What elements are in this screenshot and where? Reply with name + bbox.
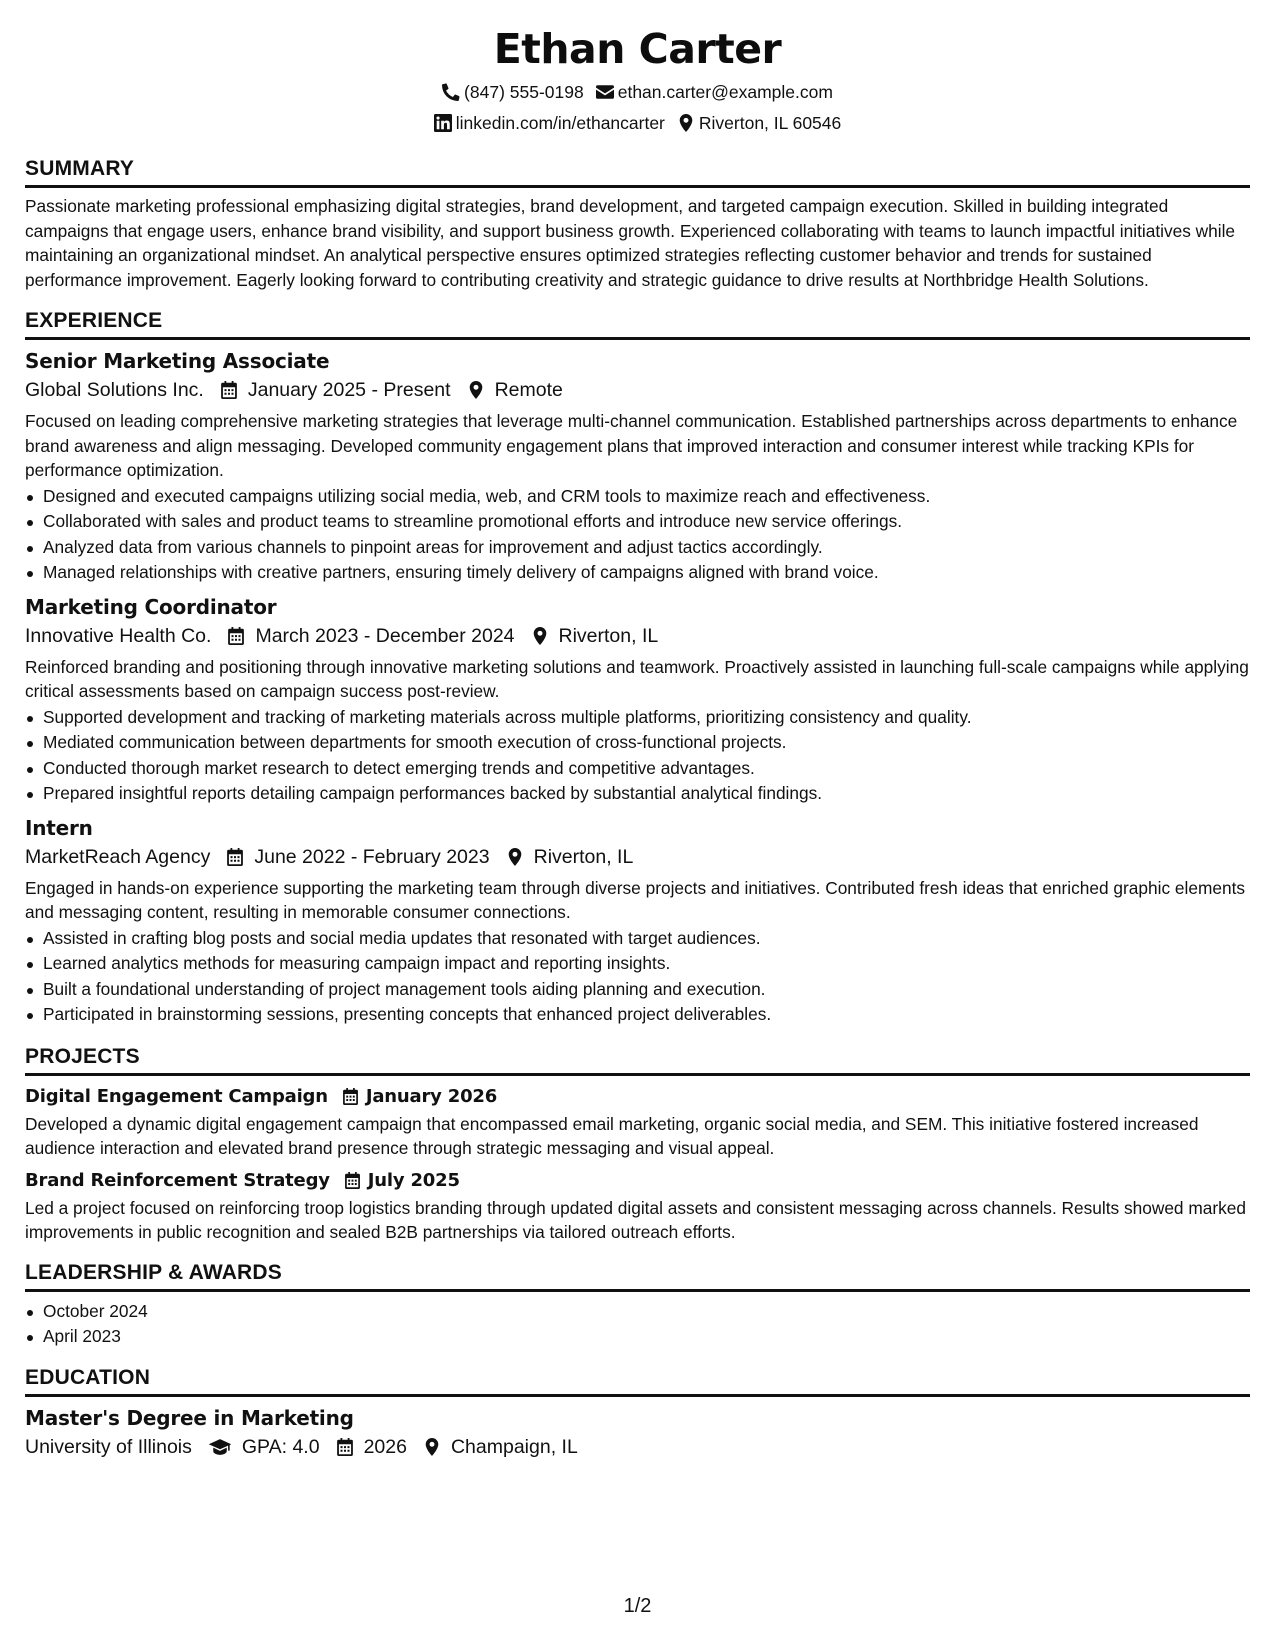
job-dates-text: January 2025 - Present: [247, 379, 451, 401]
experience-heading: EXPERIENCE: [25, 308, 1250, 340]
job-meta: [25, 623, 1250, 649]
candidate-name: Ethan Carter: [493, 25, 782, 73]
project-date: July 2025: [367, 1169, 460, 1191]
job-bullets: [25, 926, 1250, 1028]
job-dates: [220, 377, 451, 403]
project-header: [25, 1085, 1250, 1109]
job-title: Intern: [25, 815, 93, 840]
calendar-icon: [344, 1172, 361, 1189]
job-location-text: Riverton, IL: [558, 624, 659, 647]
education-gpa: [208, 1434, 320, 1460]
leadership-item: April 2023: [25, 1324, 1250, 1350]
job-bullet: Supported development and tracking of marketing materials across multiple platforms, prioritizing consistency and quality.: [25, 705, 1250, 731]
map-pin-icon: [677, 114, 695, 132]
contact-location: [677, 112, 841, 134]
education-gpa-text: GPA: 4.0: [241, 1435, 320, 1458]
job-location: [467, 377, 563, 403]
summary-section: [25, 156, 1250, 292]
contact-linkedin[interactable]: [434, 112, 665, 134]
leadership-heading: LEADERSHIP & AWARDS: [25, 1260, 1250, 1292]
linkedin-text[interactable]: linkedin.com/in/ethancarter: [455, 113, 665, 133]
education-meta: [25, 1434, 1250, 1460]
job-location-text: Remote: [494, 379, 563, 401]
job-bullet: Managed relationships with creative partners, ensuring timely delivery of campaigns aligned with brand voice.: [25, 560, 1250, 586]
job-bullet: Collaborated with sales and product teams to streamline promotional efforts and introduce new service offerings.: [25, 509, 1250, 535]
contact-phone: [442, 81, 584, 103]
phone-icon: [442, 83, 460, 101]
leadership-section: [25, 1260, 1250, 1350]
calendar-icon: [336, 1438, 354, 1456]
job-entry: [25, 348, 1250, 586]
calendar-icon: [227, 627, 245, 645]
job-bullet: Conducted thorough market research to detect emerging trends and competitive advantages.: [25, 756, 1250, 782]
graduation-cap-icon: [208, 1438, 232, 1456]
education-year-text: 2026: [363, 1435, 407, 1458]
job-description: Reinforced branding and positioning through innovative marketing solutions and teamwork. Proactively assisted in launching full-scale campaigns while applying critical assessments based on campaign success post-review.: [25, 656, 1249, 701]
email-text[interactable]: ethan.carter@example.com: [617, 82, 833, 102]
project-entry: [25, 1085, 1250, 1160]
job-dates-text: March 2023 - December 2024: [255, 624, 515, 647]
leadership-item: October 2024: [25, 1299, 1250, 1325]
job-bullet: Built a foundational understanding of project management tools aiding planning and execution.: [25, 977, 1250, 1003]
job-title: Marketing Coordinator: [25, 594, 277, 619]
education-heading: EDUCATION: [25, 1365, 1250, 1397]
contact-row-primary: [25, 81, 1250, 103]
map-pin-icon: [423, 1438, 441, 1456]
education-school: University of Illinois: [25, 1435, 192, 1458]
job-bullet: Mediated communication between departments for smooth execution of cross-functional projects.: [25, 730, 1250, 756]
job-dates: [226, 844, 489, 870]
calendar-icon: [220, 381, 238, 399]
leadership-list: [25, 1299, 1250, 1350]
education-location-text: Champaign, IL: [450, 1435, 578, 1458]
project-name: Brand Reinforcement Strategy: [25, 1169, 330, 1191]
project-entry: [25, 1169, 1250, 1244]
summary-heading: SUMMARY: [25, 156, 1250, 188]
project-header: [25, 1169, 1250, 1193]
job-bullet: Prepared insightful reports detailing campaign performances backed by substantial analytical findings.: [25, 781, 1250, 807]
job-bullet: Analyzed data from various channels to pinpoint areas for improvement and adjust tactics accordingly.: [25, 535, 1250, 561]
job-bullet: Participated in brainstorming sessions, presenting concepts that enhanced project deliverables.: [25, 1002, 1250, 1028]
job-location: [531, 623, 659, 649]
job-dates: [227, 623, 514, 649]
contact-row-secondary: [25, 112, 1250, 134]
contact-email[interactable]: [596, 81, 833, 103]
job-description: Focused on leading comprehensive marketing strategies that leverage multi-channel communication. Established partnerships across departments to enhance brand awareness and align messaging. Developed community engagement plans that improved interaction and consumer interest while tracking KPIs for performance optimization.: [25, 411, 1238, 480]
envelope-icon: [596, 83, 614, 101]
education-location: [423, 1434, 578, 1460]
job-location: [506, 844, 634, 870]
job-meta: [25, 377, 1250, 403]
page-number: 1/2: [623, 1595, 652, 1617]
linkedin-icon: [434, 114, 452, 132]
project-name: Digital Engagement Campaign: [25, 1085, 328, 1107]
resume-page: [25, 0, 1250, 1460]
phone-text: (847) 555-0198: [464, 82, 584, 102]
calendar-icon: [342, 1088, 359, 1105]
job-description: Engaged in hands-on experience supporting the marketing team through diverse projects and initiatives. Contributed fresh ideas that enriched graphic elements and messaging content, resulting in memorable consumer connections.: [25, 877, 1246, 922]
job-bullets: [25, 484, 1250, 586]
job-company: Global Solutions Inc.: [25, 379, 204, 401]
projects-heading: PROJECTS: [25, 1044, 1250, 1076]
map-pin-icon: [531, 627, 549, 645]
job-company: Innovative Health Co.: [25, 624, 212, 647]
job-bullet: Learned analytics methods for measuring campaign impact and reporting insights.: [25, 951, 1250, 977]
summary-text: Passionate marketing professional emphasizing digital strategies, brand development, and targeted campaign execution. Skilled in building integrated campaigns that engage users, enhance brand visibility, and support business growth. Experienced collaborating with teams to launch impactful initiatives while maintaining an organizational mindset. An analytical perspective ensures optimized strategies reflecting customer behavior and trends for sustained performance improvement. Eagerly looking forward to contributing creativity and strategic guidance to drive results at Northbridge Health Solutions.: [25, 196, 1236, 290]
map-pin-icon: [467, 381, 485, 399]
job-bullet: Assisted in crafting blog posts and social media updates that resonated with target audiences.: [25, 926, 1250, 952]
project-description: Led a project focused on reinforcing troop logistics branding through updated digital assets and consistent messaging across channels. Results showed marked improvements in public recognition and sealed B2B partnerships via tailored outreach efforts.: [25, 1197, 1246, 1242]
job-location-text: Riverton, IL: [533, 845, 634, 868]
job-meta: [25, 844, 1250, 870]
job-bullets: [25, 705, 1250, 807]
job-bullet: Designed and executed campaigns utilizing social media, web, and CRM tools to maximize reach and effectiveness.: [25, 484, 1250, 510]
project-date: January 2026: [365, 1085, 498, 1107]
job-dates-text: June 2022 - February 2023: [254, 845, 490, 868]
education-degree: Master's Degree in Marketing: [25, 1405, 354, 1430]
education-section: [25, 1365, 1250, 1460]
project-description: Developed a dynamic digital engagement campaign that encompassed email marketing, organic social media, and SEM. This initiative fostered increased audience interaction and elevated brand presence through strategic messaging and visual appeal.: [25, 1113, 1199, 1158]
education-year: [336, 1434, 407, 1460]
calendar-icon: [226, 848, 244, 866]
map-pin-icon: [506, 848, 524, 866]
job-entry: [25, 594, 1250, 807]
experience-section: [25, 308, 1250, 1028]
job-entry: [25, 815, 1250, 1028]
projects-section: [25, 1044, 1250, 1244]
job-title: Senior Marketing Associate: [25, 349, 330, 373]
location-text: Riverton, IL 60546: [698, 113, 842, 133]
job-company: MarketReach Agency: [25, 845, 211, 868]
